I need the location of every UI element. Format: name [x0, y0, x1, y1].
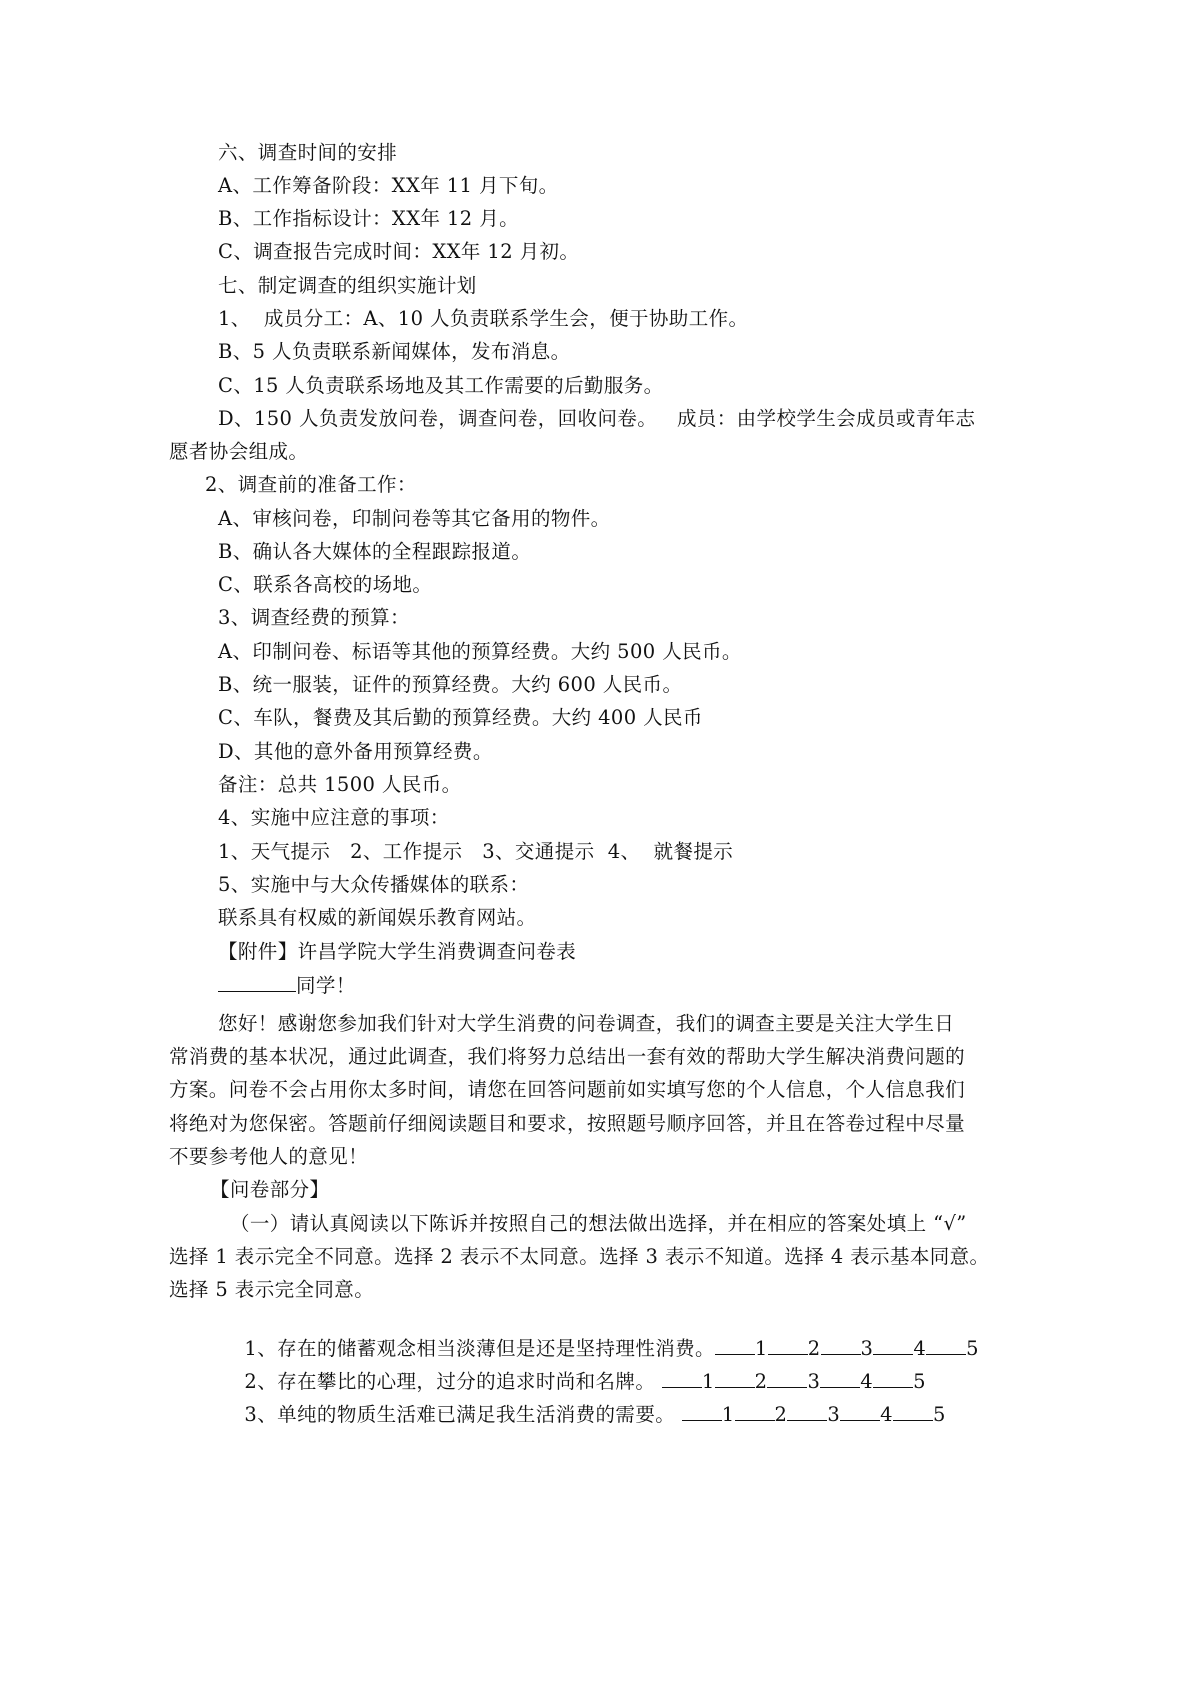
- preparation-item: C、联系各高校的场地。: [218, 573, 433, 596]
- scale-option[interactable]: 5: [913, 1370, 926, 1393]
- member-division-title: 1、 成员分工：A、10 人负责联系学生会，便于协助工作。: [218, 307, 749, 330]
- scale-option[interactable]: 1: [721, 1403, 735, 1426]
- section-6-item: A、工作筹备阶段：XX年 11 月下旬。: [218, 174, 559, 197]
- intro-line: 将绝对为您保密。答题前仔细阅读题目和要求，按照题号顺序回答，并且在答卷过程中尽量: [169, 1112, 966, 1135]
- section-6-item: B、工作指标设计：XX年 12 月。: [218, 207, 520, 230]
- instruction-line: （一）请认真阅读以下陈诉并按照自己的想法做出选择，并在相应的答案处填上 “√”: [230, 1212, 967, 1235]
- scale-option[interactable]: 3: [860, 1337, 874, 1360]
- scale-option[interactable]: 4: [880, 1403, 893, 1426]
- scale-option[interactable]: 4: [913, 1337, 927, 1360]
- scale-option[interactable]: 1: [754, 1337, 768, 1360]
- budget-item: B、统一服装，证件的预算经费。大约 600 人民币。: [218, 673, 683, 696]
- member-division-item: C、15 人负责联系场地及其工作需要的后勤服务。: [218, 374, 664, 397]
- scale-option[interactable]: 2: [774, 1403, 788, 1426]
- scale-option[interactable]: 4: [860, 1370, 874, 1393]
- question-text: 2、存在攀比的心理，过分的追求时尚和名牌。: [244, 1370, 662, 1393]
- preparation-item: A、审核问卷，印制问卷等其它备用的物件。: [218, 507, 611, 530]
- budget-title: 3、调查经费的预算：: [218, 606, 410, 629]
- scale-option[interactable]: 5: [966, 1337, 979, 1360]
- appendix-title: 【附件】许昌学院大学生消费调查问卷表: [218, 940, 577, 963]
- answer-blank[interactable]: [735, 1402, 775, 1421]
- instruction-line: 选择 1 表示完全不同意。选择 2 表示不太同意。选择 3 表示不知道。选择 4 表示基本同意。: [169, 1245, 990, 1268]
- scale-option[interactable]: 2: [754, 1370, 768, 1393]
- intro-line: 您好！感谢您参加我们针对大学生消费的问卷调查，我们的调查主要是关注大学生日: [218, 1012, 955, 1035]
- answer-blank[interactable]: [840, 1402, 880, 1421]
- answer-blank[interactable]: [893, 1402, 933, 1421]
- member-division-item-continued: 愿者协会组成。: [169, 440, 309, 463]
- media-item: 联系具有权威的新闻娱乐教育网站。: [218, 906, 537, 929]
- budget-item: A、印制问卷、标语等其他的预算经费。大约 500 人民币。: [218, 640, 742, 663]
- member-division-item: B、5 人负责联系新闻媒体，发布消息。: [218, 340, 571, 363]
- answer-blank[interactable]: [926, 1336, 966, 1355]
- media-title: 5、实施中与大众传播媒体的联系：: [218, 873, 530, 896]
- intro-line: 方案。问卷不会占用你太多时间，请您在回答问题前如实填写您的个人信息，个人信息我们: [169, 1078, 966, 1101]
- name-blank: [218, 973, 296, 992]
- question-row: [218, 1378, 946, 1451]
- budget-note: 备注：总共 1500 人民币。: [218, 773, 462, 796]
- budget-item: D、其他的意外备用预算经费。: [218, 740, 493, 763]
- preparation-title: 2、调查前的准备工作：: [205, 473, 417, 496]
- answer-blank[interactable]: [787, 1402, 827, 1421]
- scale-option[interactable]: 3: [827, 1403, 841, 1426]
- intro-line: 常消费的基本状况，通过此调查，我们将努力总结出一套有效的帮助大学生解决消费问题的: [169, 1045, 966, 1068]
- budget-item: C、车队，餐费及其后勤的预算经费。大约 400 人民币: [218, 706, 703, 729]
- instruction-line: 选择 5 表示完全同意。: [169, 1278, 375, 1301]
- scale-option[interactable]: 3: [807, 1370, 821, 1393]
- section-6-item: C、调查报告完成时间：XX年 12 月初。: [218, 240, 580, 263]
- answer-blank[interactable]: [682, 1402, 722, 1421]
- notes-item: 1、天气提示 2、工作提示 3、交通提示 4、 就餐提示: [218, 840, 734, 863]
- section-6-heading: 六、调查时间的安排: [218, 141, 398, 164]
- scale-option[interactable]: 2: [807, 1337, 821, 1360]
- scale-option[interactable]: 1: [701, 1370, 715, 1393]
- question-text: 1、存在的储蓄观念相当淡薄但是还是坚持理性消费。: [244, 1337, 715, 1360]
- greeting-line: [218, 973, 356, 998]
- greeting-suffix: 同学！: [296, 974, 356, 997]
- question-text: 3、单纯的物质生活难已满足我生活消费的需要。: [244, 1403, 682, 1426]
- questionnaire-section-title: 【问卷部分】: [210, 1178, 330, 1201]
- notes-title: 4、实施中应注意的事项：: [218, 806, 450, 829]
- scale-option[interactable]: 5: [932, 1403, 946, 1426]
- member-division-item: D、150 人负责发放问卷，调查问卷，回收问卷。 成员：由学校学生会成员或青年志: [218, 407, 976, 430]
- preparation-item: B、确认各大媒体的全程跟踪报道。: [218, 540, 532, 563]
- intro-line: 不要参考他人的意见！: [169, 1145, 369, 1168]
- section-7-heading: 七、制定调查的组织实施计划: [218, 274, 477, 297]
